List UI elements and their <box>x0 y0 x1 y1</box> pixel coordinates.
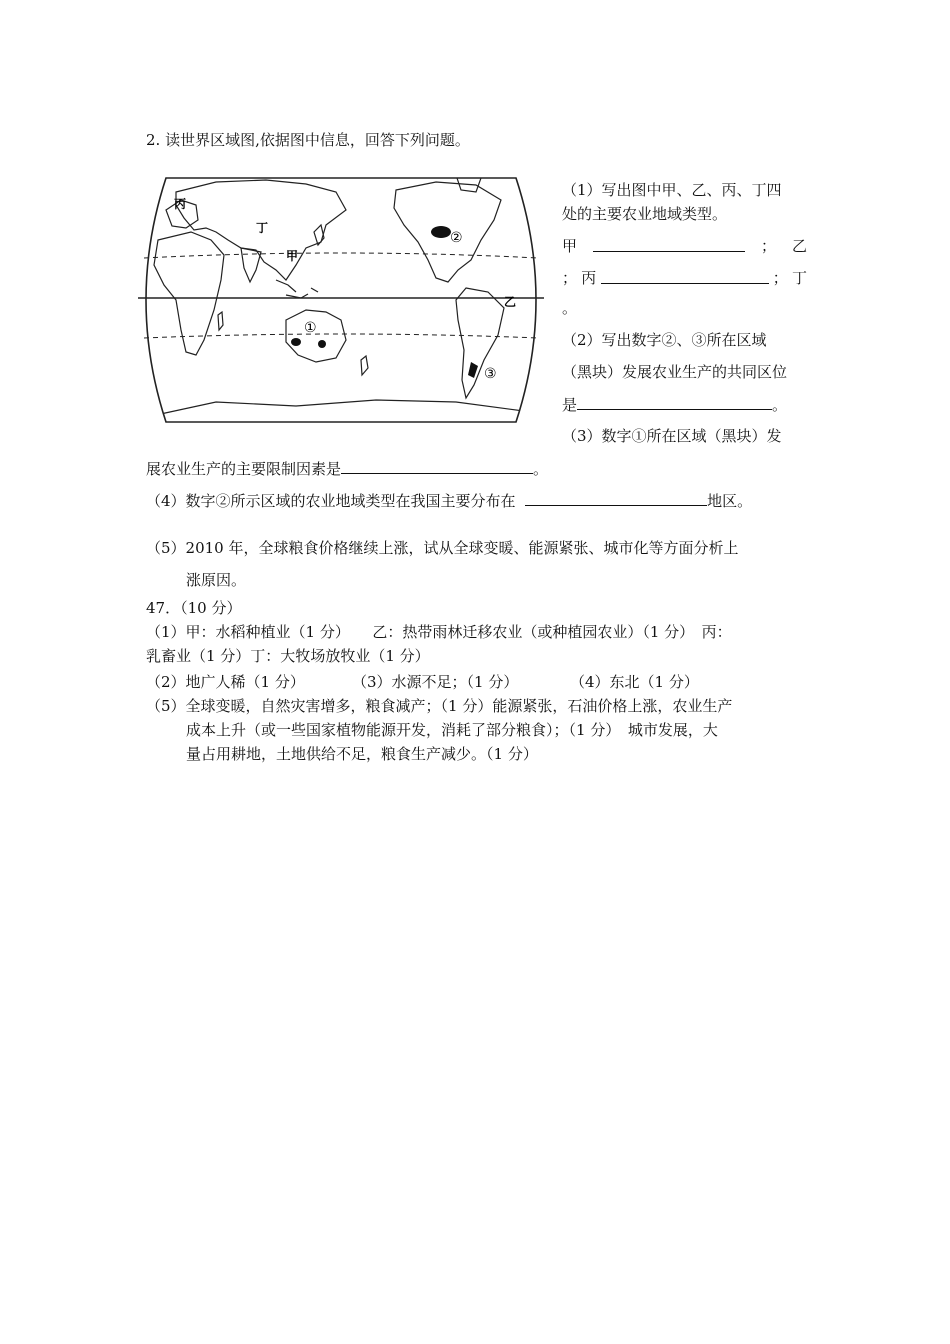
q1-end: 。 <box>562 299 578 317</box>
antarctica-outline <box>156 400 531 415</box>
q2-prefix: 是 <box>562 396 578 414</box>
q4-prefix: （4）数字②所示区域的农业地域类型在我国主要分布在 <box>146 492 516 510</box>
q1-sep-1: ； <box>760 237 776 255</box>
q4-suffix: 地区。 <box>707 492 753 510</box>
region-3-block <box>468 362 478 378</box>
answer-3: （3）水源不足；（1 分） <box>352 673 519 691</box>
q3-prefix: 展农业生产的主要限制因素是 <box>146 460 342 478</box>
region-2-block <box>431 226 451 238</box>
q2-line1: （2）写出数字②、③所在区域 <box>562 331 767 349</box>
map-label-1: ① <box>304 320 317 336</box>
question-title: 2. 读世界区域图,依据图中信息，回答下列问题。 <box>146 131 470 149</box>
q1-jia-label: 甲 <box>562 237 578 255</box>
madagascar-outline <box>218 312 223 330</box>
q1-answer-row-2 <box>562 268 807 288</box>
map-label-yi: 乙 <box>504 295 517 309</box>
q1-bing-blank[interactable] <box>601 268 769 284</box>
q3-end: 。 <box>533 460 549 478</box>
q2-line2: （黑块）发展农业生产的共同区位 <box>562 363 788 381</box>
q5-line2: 涨原因。 <box>186 571 247 589</box>
answer-5-line1: （5）全球变暖，自然灾害增多，粮食减产；（1 分）能源紧张，石油价格上涨，农业生产 <box>146 697 733 715</box>
answer-2: （2）地广人稀（1 分） <box>146 673 305 691</box>
tropic-of-cancer <box>144 253 538 258</box>
map-label-2: ② <box>450 230 463 246</box>
world-map-drawing <box>136 170 546 430</box>
map-label-ding: 丁 <box>256 221 269 235</box>
q1-answer-row-1 <box>562 236 807 256</box>
tropic-of-capricorn <box>144 334 538 338</box>
q1-ding-label: 丁 <box>791 269 807 287</box>
q1-jia-blank[interactable] <box>593 236 745 252</box>
south-america-outline <box>456 288 504 398</box>
map-label-bing: 丙 <box>174 197 187 211</box>
q1-bing-label: 丙 <box>581 269 597 287</box>
q3-blank[interactable] <box>341 458 533 474</box>
q1-sep-2: ； <box>562 269 578 287</box>
answer-1-line2: 乳畜业（1 分）丁：大牧场放牧业（1 分） <box>146 647 430 665</box>
se-asia-islands <box>276 280 318 298</box>
map-label-jia: 甲 <box>286 249 299 263</box>
region-1-block-2 <box>318 340 326 348</box>
australia-outline <box>286 310 346 362</box>
answer-number: 47．（10 分） <box>146 599 242 617</box>
region-1-block <box>291 338 301 346</box>
q1-yi-label: 乙 <box>791 237 807 255</box>
answer-5-line2: 成本上升（或一些国家植物能源开发，消耗了部分粮食）；（1 分） 城市发展，大 <box>186 721 718 739</box>
q5-line1: （5）2010 年，全球粮食价格继续上涨，试从全球变暖、能源紧张、城市化等方面分析上 <box>146 539 739 557</box>
q2-line3 <box>562 394 807 415</box>
q2-blank[interactable] <box>577 394 772 410</box>
q1-line2: 处的主要农业地域类型。 <box>562 205 728 223</box>
q4-blank[interactable] <box>525 490 707 506</box>
q3-line1: （3）数字①所在区域（黑块）发 <box>562 427 782 445</box>
new-zealand-outline <box>361 356 368 375</box>
q3-line2 <box>146 458 548 479</box>
world-map-figure <box>136 170 546 430</box>
map-border <box>146 178 536 422</box>
q1-sep-3: ； <box>772 269 788 287</box>
q4-line <box>146 490 752 511</box>
map-label-3: ③ <box>484 366 497 382</box>
q2-end: 。 <box>772 396 788 414</box>
answer-1-line1: （1）甲：水稻种植业（1 分） 乙：热带雨林迁移农业（或种植园农业）（1 分） 丙： <box>146 623 732 641</box>
answer-4: （4）东北（1 分） <box>570 673 699 691</box>
q1-line1: （1）写出图中甲、乙、丙、丁四 <box>562 181 782 199</box>
answer-5-line3: 量占用耕地，土地供给不足，粮食生产减少。（1 分） <box>186 745 538 763</box>
